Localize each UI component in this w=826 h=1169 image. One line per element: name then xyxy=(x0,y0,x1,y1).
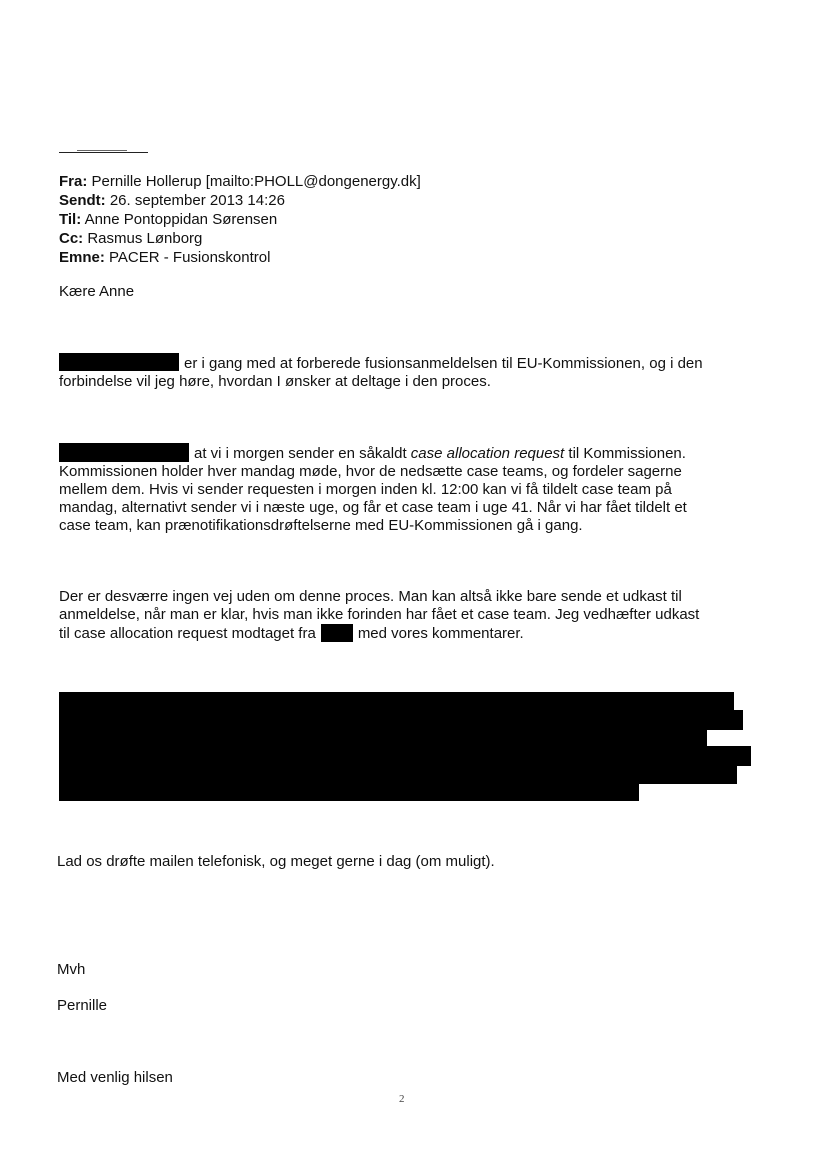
cc-value: Rasmus Lønborg xyxy=(87,230,203,247)
subject-value: PACER - Fusionskontrol xyxy=(109,249,271,266)
cc-label: Cc: xyxy=(59,230,84,247)
paragraph-2-line-3: mellem dem. Hvis vi sender requesten i morgen inden kl. 12:00 kan vi få tildelt case team på xyxy=(59,481,672,498)
paragraph-1-line-2: forbindelse vil jeg høre, hvordan I ønsker at deltage i den proces. xyxy=(59,373,491,390)
paragraph-1-line-1: er i gang med at forberede fusionsanmeldelsen til EU-Kommissionen, og i den xyxy=(184,355,703,372)
separator-line xyxy=(59,152,148,153)
paragraph-2-line-2: Kommissionen holder hver mandag møde, hvor de nedsætte case teams, og fordeler sagerne xyxy=(59,463,682,480)
paragraph-3-line-3 xyxy=(59,624,779,643)
paragraph-2-line-4: mandag, alternativt sender vi i næste uge, og får et case team i uge 41. Når vi har fået tildelt et xyxy=(59,499,687,516)
cc-row xyxy=(59,230,421,248)
from-value: Pernille Hollerup [mailto:PHOLL@dongenergy.dk] xyxy=(91,173,421,190)
paragraph-3 xyxy=(59,588,779,643)
closing-mvh: Mvh xyxy=(57,961,86,978)
page-number: 2 xyxy=(399,1093,405,1105)
inline-redaction xyxy=(321,624,353,642)
subject-row xyxy=(59,249,421,267)
paragraph-2-line-1-end: til Kommissionen. xyxy=(564,445,686,462)
redaction-bar xyxy=(59,782,639,801)
redaction-bar xyxy=(59,710,743,730)
paragraph-2-line-5: case team, kan prænotifikationsdrøftelserne med EU-Kommissionen gå i gang. xyxy=(59,517,583,534)
email-header xyxy=(59,173,421,267)
sent-value: 26. september 2013 14:26 xyxy=(109,192,285,209)
redaction-bar xyxy=(59,728,707,748)
redaction-bar xyxy=(59,692,734,712)
case-allocation-request-term: case allocation request xyxy=(410,445,565,462)
to-row xyxy=(59,211,421,229)
paragraph-2 xyxy=(59,445,779,535)
from-row xyxy=(59,173,421,191)
signature-name: Pernille xyxy=(57,997,108,1014)
redaction-bar xyxy=(59,746,751,766)
from-label: Fra: xyxy=(59,173,88,190)
to-value: Anne Pontoppidan Sørensen xyxy=(84,211,278,228)
subject-label: Emne: xyxy=(59,249,105,266)
closing-regards: Med venlig hilsen xyxy=(57,1069,173,1086)
paragraph-3-line-1: Der er desværre ingen vej uden om denne proces. Man kan altså ikke bare sende et udkast til xyxy=(59,588,682,605)
greeting: Kære Anne xyxy=(59,283,135,300)
paragraph-3-line-3-end: med vores kommentarer. xyxy=(357,625,524,642)
paragraph-2-line-1-start: at vi i morgen sender en såkaldt xyxy=(194,445,411,462)
paragraph-4: Lad os drøfte mailen telefonisk, og meget gerne i dag (om muligt). xyxy=(57,853,495,870)
paragraph-3-line-3-start: til case allocation request modtaget fra xyxy=(59,625,316,642)
paragraph-2-line-1 xyxy=(59,445,779,463)
paragraph-1 xyxy=(59,355,779,391)
sent-label: Sendt: xyxy=(59,192,106,209)
to-label: Til: xyxy=(59,211,82,228)
sent-row xyxy=(59,192,421,210)
redaction-bar xyxy=(59,764,737,784)
paragraph-3-line-2: anmeldelse, når man er klar, hvis man ikke forinden har fået et case team. Jeg vedhæfter udkast xyxy=(59,606,700,623)
separator-line-faint xyxy=(77,150,127,151)
